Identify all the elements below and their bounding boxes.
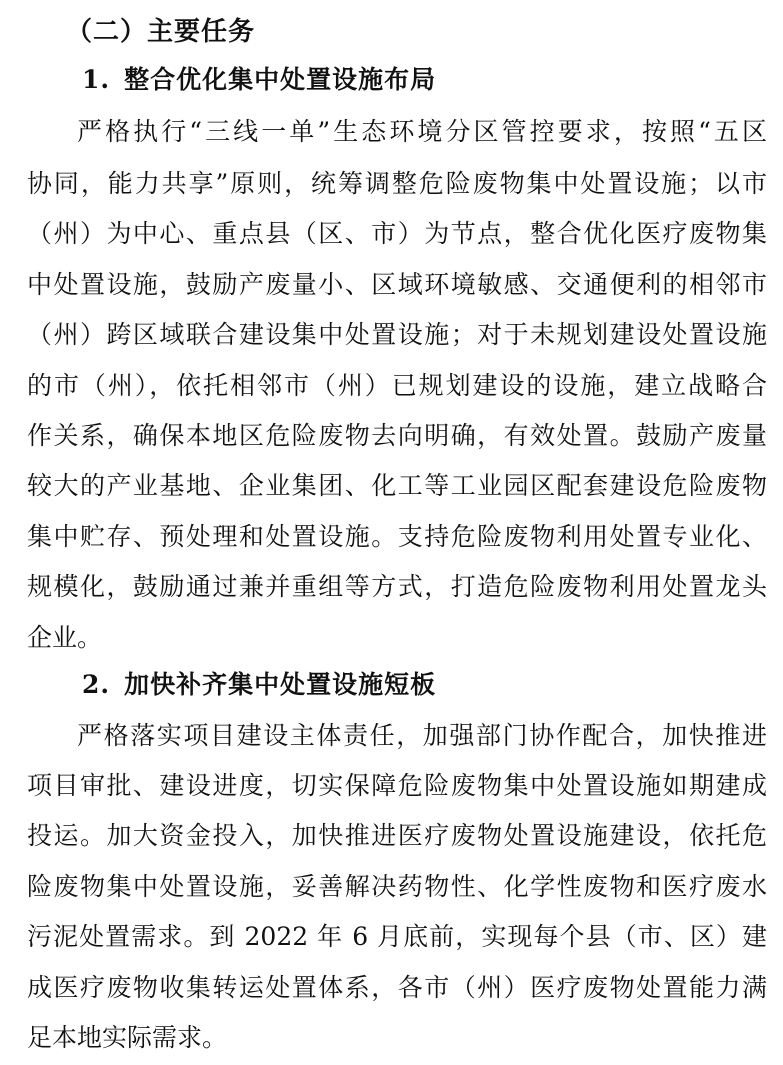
paragraph-1-line-4: 中处置设施，鼓励产废量小、区域环境敏感、交通便利的相邻市 <box>27 270 767 299</box>
paragraph-1-line-1: 严格执行“三线一单”生态环境分区管控要求，按照“五区 <box>77 117 767 146</box>
paragraph-1-line-2: 协同，能力共享”原则，统筹调整危险废物集中处置设施；以市 <box>27 169 767 198</box>
paragraph-1-line-3: （州）为中心、重点县（区、市）为节点，整合优化医疗废物集 <box>27 219 767 248</box>
subsection-1-heading <box>82 62 436 98</box>
paragraph-1-line-10: 规模化，鼓励通过兼并重组等方式，打造危险废物利用处置龙头 <box>27 572 767 601</box>
subsection-2-number: 2. <box>82 670 111 699</box>
section-title: （二）主要任务 <box>66 17 256 47</box>
subsection-1-title: 整合优化集中处置设施布局 <box>124 65 437 94</box>
paragraph-2-line-2: 项目审批、建设进度，切实保障危险废物集中处置设施如期建成 <box>27 771 767 800</box>
paragraph-1-line-6: 的市（州），依托相邻市（州）已规划建设的设施，建立战略合 <box>27 371 767 400</box>
subsection-2-heading <box>82 667 436 703</box>
paragraph-2-line-1: 严格落实项目建设主体责任，加强部门协作配合，加快推进 <box>77 721 767 750</box>
paragraph-1-line-11: 企业。 <box>27 623 103 652</box>
paragraph-1-line-5: （州）跨区域联合建设集中处置设施；对于未规划建设处置设施 <box>27 320 767 349</box>
paragraph-1-line-7: 作关系，确保本地区危险废物去向明确，有效处置。鼓励产废量 <box>27 421 767 450</box>
paragraph-2-line-5: 污泥处置需求。到 2022 年 6 月底前，实现每个县（市、区）建 <box>27 922 767 951</box>
paragraph-2-line-6: 成医疗废物收集转运处置体系，各市（州）医疗废物处置能力满 <box>27 973 767 1002</box>
paragraph-2-line-3: 投运。加大资金投入，加快推进医疗废物处置设施建设，依托危 <box>27 821 767 850</box>
paragraph-1-line-9: 集中贮存、预处理和处置设施。支持危险废物利用处置专业化、 <box>27 522 767 551</box>
subsection-1-number: 1. <box>82 65 111 94</box>
paragraph-1-line-8: 较大的产业基地、企业集团、化工等工业园区配套建设危险废物 <box>27 471 767 500</box>
paragraph-2-line-7: 足本地实际需求。 <box>27 1023 228 1052</box>
subsection-2-title: 加快补齐集中处置设施短板 <box>124 670 437 699</box>
paragraph-2-line-4: 险废物集中处置设施，妥善解决药物性、化学性废物和医疗废水 <box>27 872 767 901</box>
